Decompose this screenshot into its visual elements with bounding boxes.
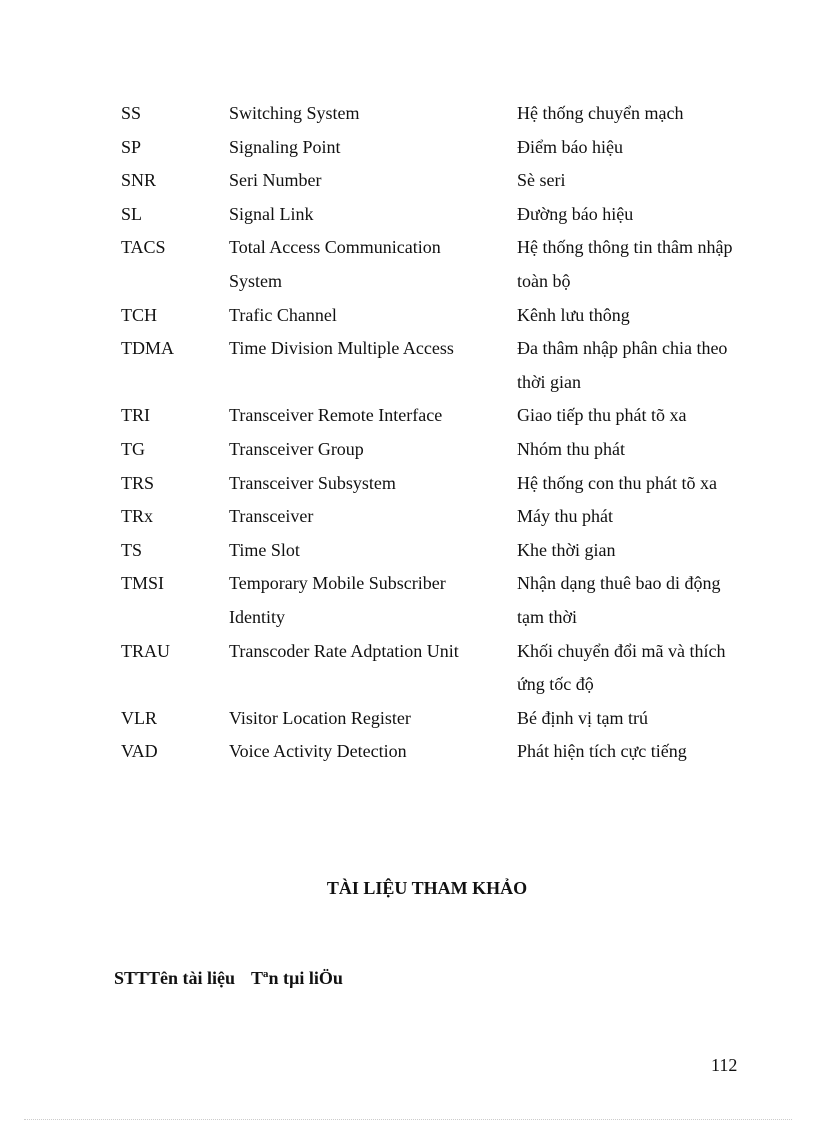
english-term: Transceiver Remote Interface <box>229 405 443 426</box>
english-term: Temporary Mobile Subscriber Identity <box>229 573 446 627</box>
document-name-column-label: Tên tài liệu <box>148 968 236 988</box>
table-row <box>121 735 761 769</box>
abbreviation: TDMA <box>121 338 174 359</box>
document-name-column-label-garbled: Tªn tµi liÖu <box>251 968 343 988</box>
table-row <box>121 231 761 298</box>
abbreviation: TRS <box>121 472 155 493</box>
references-heading: TÀI LIỆU THAM KHẢO <box>326 878 528 898</box>
table-row <box>121 198 761 232</box>
vietnamese-term: Máy thu phát <box>517 506 613 527</box>
abbreviation: TS <box>121 539 143 560</box>
abbreviation: SS <box>121 103 142 123</box>
table-row <box>121 131 761 165</box>
vietnamese-term: Khe thời gian <box>517 539 616 560</box>
table-row <box>121 467 761 501</box>
abbreviation-table <box>121 97 761 769</box>
page-number: 112 <box>711 1055 738 1075</box>
vietnamese-term: Đa thâm nhập phân chia theo thời gian <box>517 338 728 392</box>
table-row <box>121 399 761 433</box>
table-row <box>121 332 761 399</box>
vietnamese-term: Sè seri <box>517 170 566 191</box>
abbreviation: VLR <box>121 707 157 728</box>
abbreviation: VAD <box>121 741 158 762</box>
stt-column-label: STT <box>114 968 149 988</box>
abbreviation: TRAU <box>121 640 170 661</box>
english-term: Signaling Point <box>229 136 341 157</box>
vietnamese-term: Bé định vị tạm trú <box>517 707 648 728</box>
abbreviation: TACS <box>121 237 166 258</box>
abbreviation: TMSI <box>121 573 165 594</box>
table-row <box>121 534 761 568</box>
table-row <box>121 702 761 736</box>
english-term: Transceiver <box>229 506 314 527</box>
english-term: Total Access Communication System <box>229 237 441 291</box>
vietnamese-term: Phát hiện tích cực tiếng <box>517 741 687 762</box>
abbreviation: SP <box>121 136 142 157</box>
english-term: Time Division Multiple Access <box>229 338 454 359</box>
references-table-header <box>114 968 343 989</box>
english-term: Visitor Location Register <box>229 707 411 728</box>
page-bottom-divider <box>24 1119 792 1120</box>
vietnamese-term: Nhóm thu phát <box>517 438 625 459</box>
english-term: Seri Number <box>229 170 322 191</box>
vietnamese-term: Giao tiếp thu phát tõ xa <box>517 405 687 426</box>
english-term: Transceiver Group <box>229 438 364 459</box>
english-term: Voice Activity Detection <box>229 741 407 762</box>
vietnamese-term: Kênh lưu thông <box>517 304 630 325</box>
vietnamese-term: Đường báo hiệu <box>517 203 634 224</box>
english-term: Switching System <box>229 103 360 123</box>
vietnamese-term: Nhận dạng thuê bao di động tạm thời <box>517 573 721 627</box>
table-row <box>121 433 761 467</box>
english-term: Time Slot <box>229 539 300 560</box>
abbreviation: SNR <box>121 170 157 191</box>
english-term: Trafic Channel <box>229 304 337 325</box>
english-term: Transcoder Rate Adptation Unit <box>229 640 459 661</box>
table-row <box>121 97 761 131</box>
english-term: Signal Link <box>229 203 314 224</box>
abbreviation: SL <box>121 203 143 224</box>
table-row <box>121 299 761 333</box>
vietnamese-term: Hệ thống con thu phát tõ xa <box>517 472 717 493</box>
table-row <box>121 635 761 702</box>
table-row <box>121 500 761 534</box>
abbreviation: TRx <box>121 506 154 527</box>
vietnamese-term: Điểm báo hiệu <box>517 136 623 157</box>
table-row <box>121 567 761 634</box>
english-term: Transceiver Subsystem <box>229 472 396 493</box>
vietnamese-term: Hệ thống thông tin thâm nhập toàn bộ <box>517 237 733 291</box>
vietnamese-term: Hệ thống chuyển mạch <box>517 103 684 123</box>
abbreviation: TRI <box>121 405 150 426</box>
vietnamese-term: Khối chuyển đổi mã và thích ứng tốc độ <box>517 640 726 695</box>
abbreviation: TG <box>121 438 145 459</box>
table-row <box>121 164 761 198</box>
abbreviation: TCH <box>121 304 157 325</box>
